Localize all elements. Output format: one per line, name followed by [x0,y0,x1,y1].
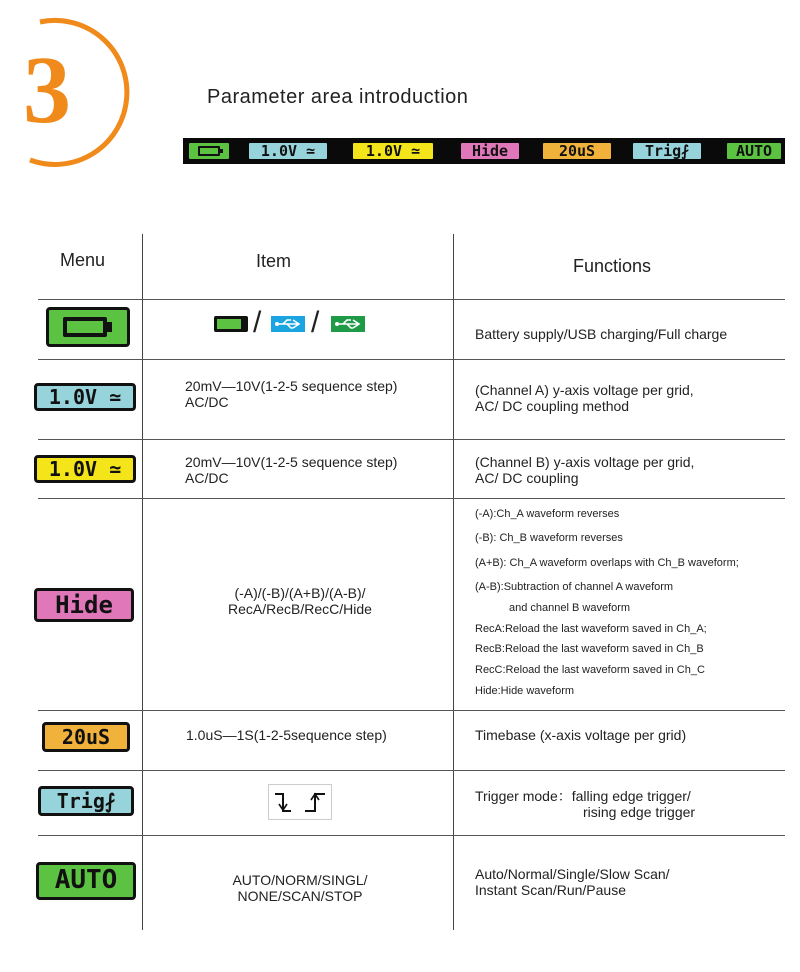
battery-icon [214,316,248,332]
strip-auto-chip: AUTO [725,141,783,161]
page-title: Parameter area introduction [207,86,469,108]
function-text: RecC:Reload the last waveform saved in Ch_C [475,664,705,676]
item-text: AUTO/NORM/SINGL/ NONE/SCAN/STOP [232,872,368,904]
trigger-edge-icons [268,784,332,820]
strip-trigger-chip: Trig⨏ [631,141,703,161]
function-text: RecB:Reload the last waveform saved in Ch_B [475,643,704,655]
menu-channel-b-badge: 1.0V ≃ [34,455,136,483]
menu-hide-badge: Hide [34,588,134,622]
strip-hide-chip: Hide [459,141,521,161]
item-text: 20mV—10V(1-2-5 sequence step) AC/DC [185,454,398,486]
table-divider [38,710,785,711]
function-text: (Channel B) y-axis voltage per grid, AC/ DC coupling [475,454,695,486]
battery-icon [198,146,220,156]
function-text: rising edge trigger [583,804,696,820]
strip-channel-a-chip: 1.0V ≃ [247,141,329,161]
rising-edge-icon [305,794,325,811]
table-divider [38,498,785,499]
item-text: 1.0uS—1S(1-2-5sequence step) [186,727,387,743]
strip-channel-b-chip: 1.0V ≃ [351,141,435,161]
function-text: RecA:Reload the last waveform saved in Ch_A; [475,623,707,635]
usb-full-icon [331,316,365,332]
menu-channel-a-badge: 1.0V ≃ [34,383,136,411]
menu-timebase-badge: 20uS [42,722,130,752]
table-divider [38,359,785,360]
function-text: and channel B waveform [509,602,631,614]
table-divider [38,835,785,836]
menu-battery-badge [46,307,130,347]
item-text: (-A)/(-B)/(A+B)/(A-B)/ RecA/RecB/RecC/Hide [228,585,372,617]
function-text: Battery supply/USB charging/Full charge [475,326,728,342]
menu-auto-badge: AUTO [36,862,136,900]
battery-icon [63,317,107,337]
strip-timebase-chip: 20uS [541,141,613,161]
function-text: (-B): Ch_B waveform reverses [475,532,623,544]
item-text: 20mV—10V(1-2-5 sequence step) AC/DC [185,378,398,410]
parameter-strip [183,138,785,164]
usb-icon [271,316,305,332]
function-text: Auto/Normal/Single/Slow Scan/ Instant Scan/Run/Pause [475,866,670,898]
header-menu: Menu [60,250,106,270]
table-divider [142,234,143,930]
header-item: Item [256,251,292,271]
table-divider [453,234,454,930]
function-text: (-A):Ch_A waveform reverses [475,508,620,520]
header-functions: Functions [573,256,652,276]
function-text: Hide:Hide waveform [475,685,575,697]
function-text: (A+B): Ch_A waveform overlaps with Ch_B waveform; [475,557,739,569]
function-text: (A-B):Subtraction of channel A waveform [475,581,674,593]
step-number: 3 [23,36,71,143]
function-text: (Channel A) y-axis voltage per grid, AC/ DC coupling method [475,382,694,414]
item-separator: / [311,306,320,339]
table-divider [38,770,785,771]
function-text: Timebase (x-axis voltage per grid) [475,727,687,743]
table-divider [38,299,785,300]
strip-battery-chip [187,141,231,161]
falling-edge-icon [275,794,291,811]
item-separator: / [253,306,262,339]
function-text: Trigger mode：falling edge trigger/ [475,788,691,804]
menu-trigger-badge: Trig⨏ [38,786,134,816]
table-divider [38,439,785,440]
